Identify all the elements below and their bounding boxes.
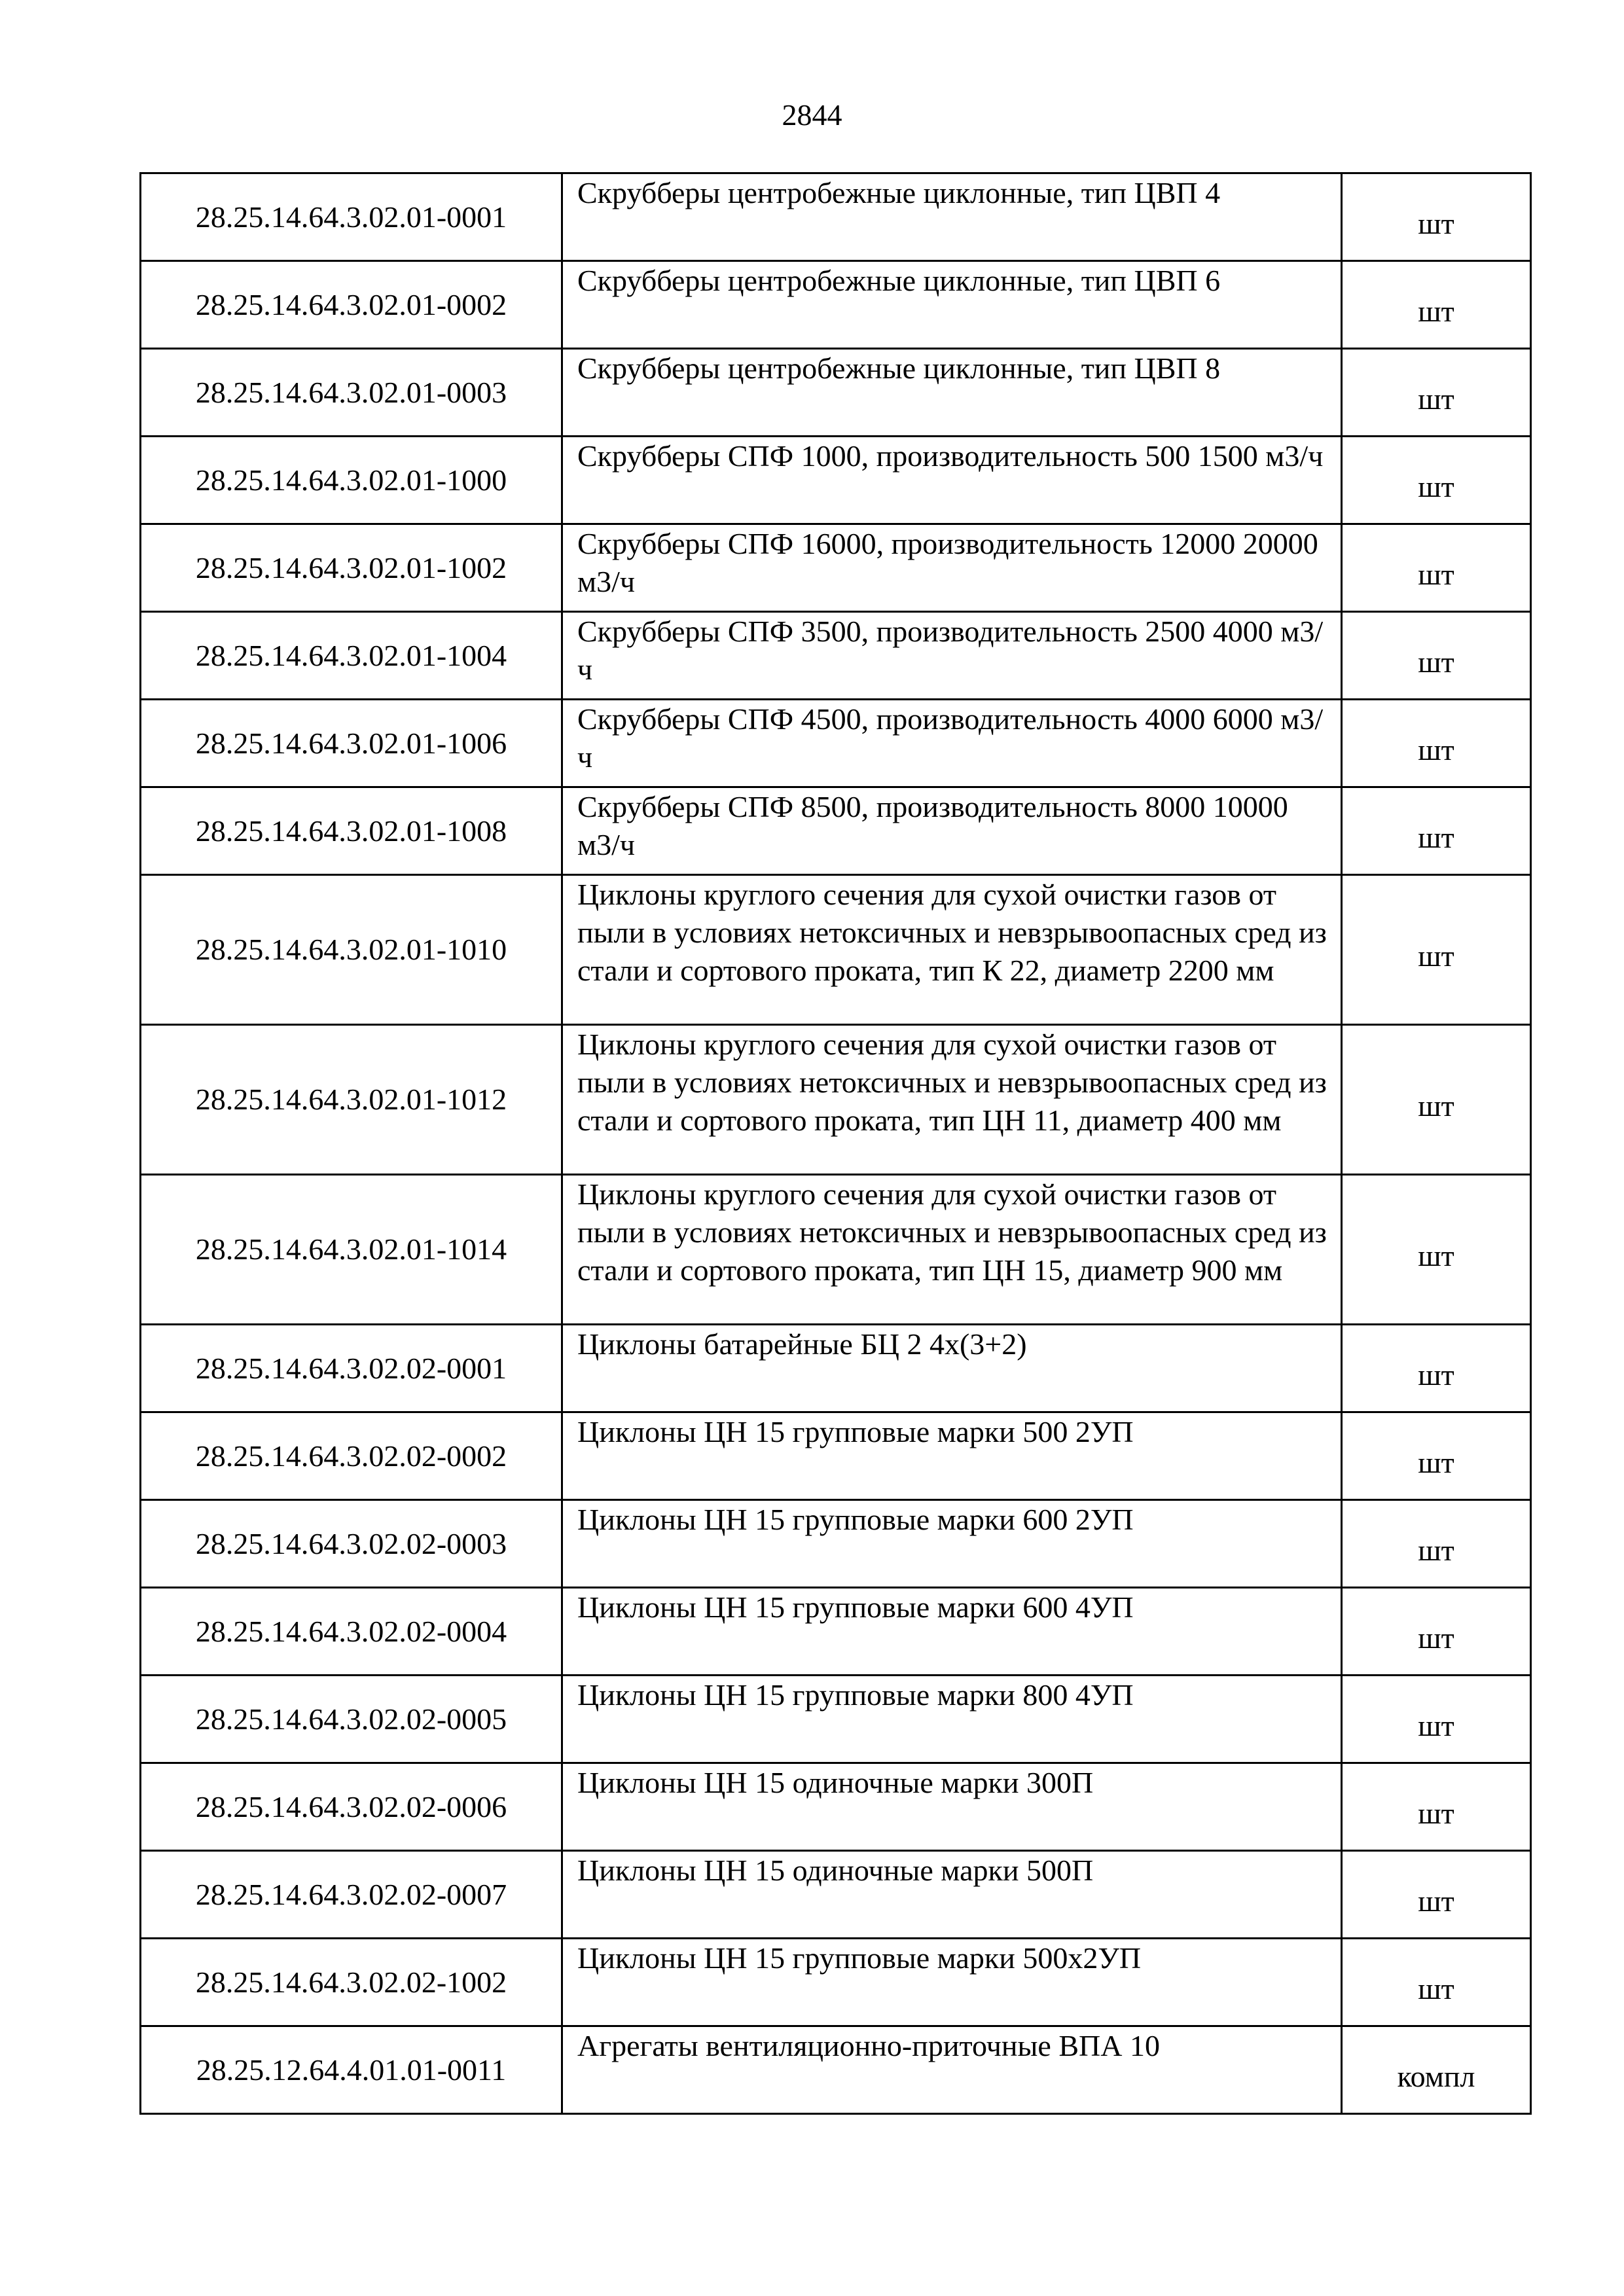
unit-cell <box>1342 1588 1531 1676</box>
table-row <box>141 1939 1531 2026</box>
unit-cell <box>1342 700 1531 787</box>
unit-of-measure: шт <box>1418 1357 1454 1391</box>
table-row <box>141 1851 1531 1939</box>
resource-code: 28.25.14.64.3.02.01-0003 <box>141 349 562 437</box>
unit-cell <box>1342 1175 1531 1325</box>
resource-code: 28.25.14.64.3.02.01-1008 <box>141 787 562 875</box>
unit-cell <box>1342 875 1531 1025</box>
unit-cell <box>1342 437 1531 524</box>
resource-name: Циклоны ЦН 15 одиночные марки 300П <box>562 1763 1342 1851</box>
unit-of-measure: шт <box>1418 557 1454 591</box>
resource-name: Скрубберы центробежные циклонные, тип ЦВП 8 <box>562 349 1342 437</box>
resource-code: 28.25.14.64.3.02.02-0001 <box>141 1325 562 1412</box>
unit-of-measure: шт <box>1418 1621 1454 1655</box>
table-row <box>141 173 1531 261</box>
resource-code: 28.25.14.64.3.02.02-0002 <box>141 1412 562 1500</box>
unit-cell <box>1342 1325 1531 1412</box>
unit-of-measure: шт <box>1418 382 1454 416</box>
resource-name: Циклоны ЦН 15 групповые марки 600 2УП <box>562 1500 1342 1588</box>
table-row <box>141 700 1531 787</box>
table-row <box>141 524 1531 612</box>
unit-cell <box>1342 612 1531 700</box>
table-row <box>141 1676 1531 1763</box>
unit-of-measure: шт <box>1418 1445 1454 1479</box>
resource-code: 28.25.14.64.3.02.02-0006 <box>141 1763 562 1851</box>
resource-code: 28.25.14.64.3.02.02-0003 <box>141 1500 562 1588</box>
table-row <box>141 875 1531 1025</box>
unit-cell <box>1342 1500 1531 1588</box>
table-row <box>141 437 1531 524</box>
table-row <box>141 1500 1531 1588</box>
resource-code: 28.25.14.64.3.02.01-1006 <box>141 700 562 787</box>
unit-cell <box>1342 1763 1531 1851</box>
resource-code: 28.25.14.64.3.02.01-0001 <box>141 173 562 261</box>
resource-code: 28.25.14.64.3.02.01-1004 <box>141 612 562 700</box>
unit-cell <box>1342 1851 1531 1939</box>
unit-of-measure: шт <box>1418 820 1454 854</box>
unit-cell <box>1342 1939 1531 2026</box>
table-row <box>141 349 1531 437</box>
table-row <box>141 2026 1531 2114</box>
unit-cell <box>1342 1412 1531 1500</box>
resource-code: 28.25.14.64.3.02.01-1012 <box>141 1025 562 1175</box>
unit-of-measure: шт <box>1418 1089 1454 1122</box>
resource-code: 28.25.14.64.3.02.01-1010 <box>141 875 562 1025</box>
table-row <box>141 1763 1531 1851</box>
unit-cell <box>1342 1025 1531 1175</box>
unit-of-measure: шт <box>1418 732 1454 766</box>
table-row <box>141 1175 1531 1325</box>
resource-code: 28.25.14.64.3.02.01-1000 <box>141 437 562 524</box>
resource-name: Скрубберы СПФ 3500, производительность 2500 4000 м3/ч <box>562 612 1342 700</box>
unit-cell <box>1342 1676 1531 1763</box>
resource-code: 28.25.14.64.3.02.02-1002 <box>141 1939 562 2026</box>
resource-name: Циклоны ЦН 15 одиночные марки 500П <box>562 1851 1342 1939</box>
resource-name: Скрубберы СПФ 4500, производительность 4000 6000 м3/ч <box>562 700 1342 787</box>
resource-name: Циклоны ЦН 15 групповые марки 500 2УП <box>562 1412 1342 1500</box>
resource-name: Агрегаты вентиляционно-приточные ВПА 10 <box>562 2026 1342 2114</box>
resource-name: Циклоны круглого сечения для сухой очистки газов от пыли в условиях нетоксичных и невзрывоопасных сред из стали и сортового проката, тип К 22, диаметр 2200 мм <box>562 875 1342 1025</box>
resource-code: 28.25.14.64.3.02.02-0004 <box>141 1588 562 1676</box>
resource-table <box>139 172 1532 2115</box>
page-number: 2844 <box>782 98 842 132</box>
resource-code: 28.25.14.64.3.02.02-0005 <box>141 1676 562 1763</box>
resource-code: 28.25.14.64.3.02.01-1002 <box>141 524 562 612</box>
resource-code: 28.25.14.64.3.02.01-1014 <box>141 1175 562 1325</box>
unit-of-measure: шт <box>1418 1971 1454 2005</box>
resource-name: Скрубберы СПФ 1000, производительность 500 1500 м3/ч <box>562 437 1342 524</box>
resource-name: Скрубберы центробежные циклонные, тип ЦВП 4 <box>562 173 1342 261</box>
unit-cell <box>1342 173 1531 261</box>
resource-name: Скрубберы СПФ 8500, производительность 8000 10000 м3/ч <box>562 787 1342 875</box>
table-row <box>141 261 1531 349</box>
unit-of-measure: шт <box>1418 1884 1454 1918</box>
unit-of-measure: компл <box>1397 2059 1475 2093</box>
unit-cell <box>1342 261 1531 349</box>
unit-of-measure: шт <box>1418 206 1454 240</box>
resource-name: Циклоны ЦН 15 групповые марки 500х2УП <box>562 1939 1342 2026</box>
unit-of-measure: шт <box>1418 1708 1454 1742</box>
unit-cell <box>1342 2026 1531 2114</box>
unit-cell <box>1342 787 1531 875</box>
unit-of-measure: шт <box>1418 1239 1454 1272</box>
resource-code: 28.25.14.64.3.02.02-0007 <box>141 1851 562 1939</box>
resource-name: Циклоны ЦН 15 групповые марки 800 4УП <box>562 1676 1342 1763</box>
unit-of-measure: шт <box>1418 469 1454 503</box>
resource-name: Циклоны круглого сечения для сухой очистки газов от пыли в условиях нетоксичных и невзрывоопасных сред из стали и сортового проката, тип ЦН 15, диаметр 900 мм <box>562 1175 1342 1325</box>
table-row <box>141 1325 1531 1412</box>
unit-of-measure: шт <box>1418 294 1454 328</box>
table-row <box>141 1588 1531 1676</box>
resource-name: Циклоны батарейные БЦ 2 4х(3+2) <box>562 1325 1342 1412</box>
unit-of-measure: шт <box>1418 645 1454 679</box>
table-row <box>141 1412 1531 1500</box>
resource-code: 28.25.14.64.3.02.01-0002 <box>141 261 562 349</box>
resource-name: Циклоны ЦН 15 групповые марки 600 4УП <box>562 1588 1342 1676</box>
unit-of-measure: шт <box>1418 1533 1454 1567</box>
unit-of-measure: шт <box>1418 1796 1454 1830</box>
resource-code: 28.25.12.64.4.01.01-0011 <box>141 2026 562 2114</box>
table-row <box>141 787 1531 875</box>
unit-of-measure: шт <box>1418 939 1454 973</box>
unit-cell <box>1342 349 1531 437</box>
unit-cell <box>1342 524 1531 612</box>
table-row <box>141 612 1531 700</box>
resource-name: Скрубберы центробежные циклонные, тип ЦВП 6 <box>562 261 1342 349</box>
table-row <box>141 1025 1531 1175</box>
resource-name: Скрубберы СПФ 16000, производительность 12000 20000 м3/ч <box>562 524 1342 612</box>
resource-name: Циклоны круглого сечения для сухой очистки газов от пыли в условиях нетоксичных и невзрывоопасных сред из стали и сортового проката, тип ЦН 11, диаметр 400 мм <box>562 1025 1342 1175</box>
